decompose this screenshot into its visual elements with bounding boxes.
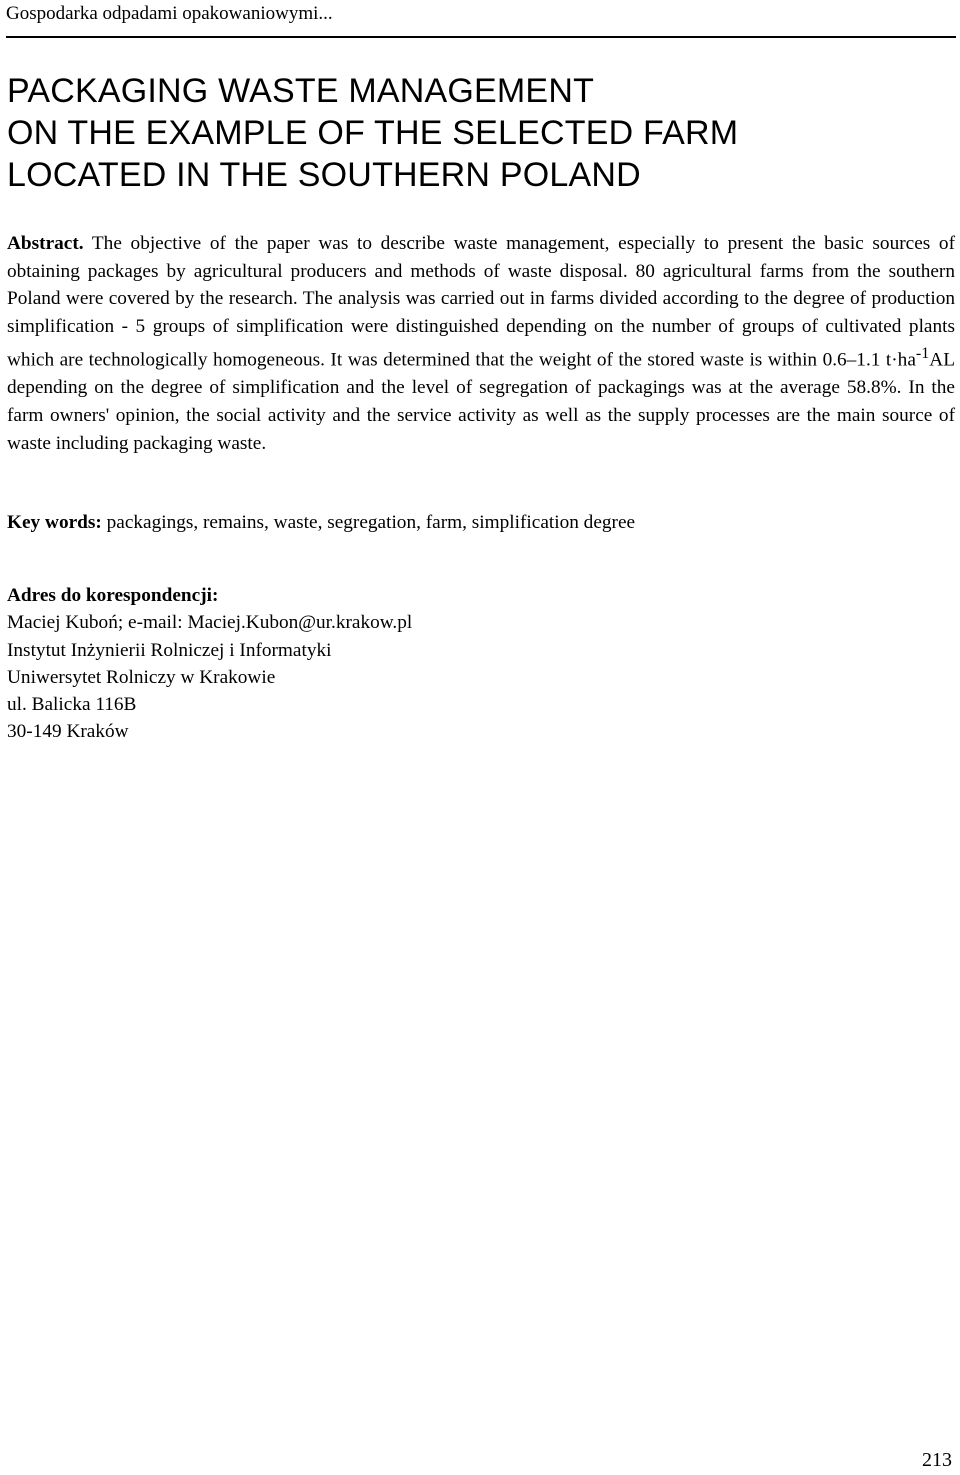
abstract-text-1: The objective of the paper was to describe waste management, especially to present the basic sources of obtaining packages by agricultural producers and methods of waste disposal. 80 agricultural farms from the southern Poland were covered by the research. The analysis was carried out in farms divided according to the degree of production simplification - 5 groups of simplification were distinguished depending on the number of groups of cultivated plants which are technologically homogeneous. It was determined that the weight of the stored waste is within 0.6–1.1 t·ha bbox=[7, 233, 955, 371]
keywords-label: Key words: bbox=[7, 512, 102, 533]
university-name: Uniwersytet Rolniczy w Krakowie bbox=[7, 666, 276, 688]
correspondence-heading: Adres do korespondencji: bbox=[7, 585, 219, 606]
paper-title bbox=[7, 70, 738, 196]
author-name-email: Maciej Kuboń; e-mail: Maciej.Kubon@ur.krakow.pl bbox=[7, 612, 413, 634]
abstract-label: Abstract. bbox=[7, 233, 84, 254]
institute-name: Instytut Inżynierii Rolniczej i Informatyki bbox=[7, 639, 332, 661]
abstract-text-2: AL depending on the degree of simplification and the level of segregation of packagings was at the average 58.8%. In the farm owners' opinion, the social activity and the service activity as well as the supply processes are the main source of waste including packaging waste. bbox=[7, 349, 955, 454]
title-line-3: LOCATED IN THE SOUTHERN POLAND bbox=[7, 156, 641, 194]
abstract-superscript: -1 bbox=[915, 345, 930, 363]
keywords-line bbox=[7, 509, 635, 536]
postal-city: 30-149 Kraków bbox=[7, 721, 129, 743]
title-line-1: PACKAGING WASTE MANAGEMENT bbox=[7, 72, 595, 110]
header-divider bbox=[6, 36, 956, 38]
page-number: 213 bbox=[922, 1449, 952, 1471]
running-header: Gospodarka odpadami opakowaniowymi... bbox=[6, 3, 333, 24]
title-line-2: ON THE EXAMPLE OF THE SELECTED FARM bbox=[7, 114, 739, 152]
keywords-text: packagings, remains, waste, segregation, farm, simplification degree bbox=[101, 512, 636, 533]
correspondence-block bbox=[7, 582, 412, 746]
street-address: ul. Balicka 116B bbox=[7, 694, 137, 716]
abstract-paragraph bbox=[7, 230, 955, 457]
